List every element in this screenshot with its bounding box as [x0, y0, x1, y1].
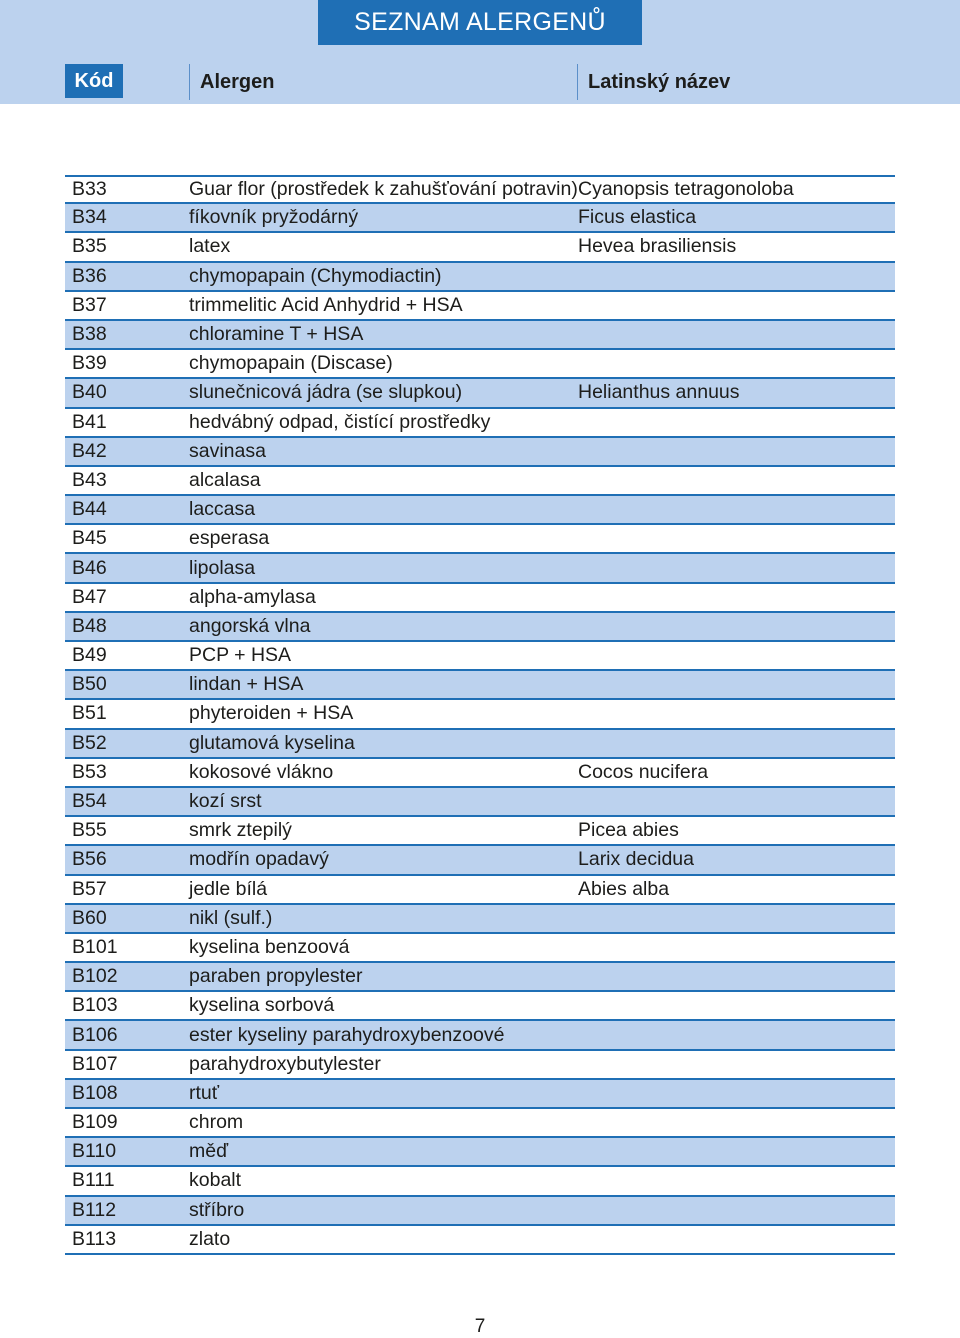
- cell-allergen: lindan + HSA: [189, 673, 304, 696]
- cell-allergen: ester kyseliny parahydroxybenzoové: [189, 1023, 505, 1046]
- cell-allergen: modřín opadavý: [189, 848, 329, 871]
- table-row: [65, 1080, 895, 1109]
- cell-code: B55: [72, 819, 107, 842]
- table-row: [65, 905, 895, 934]
- cell-latin: Abies alba: [578, 877, 670, 900]
- table-row: [65, 321, 895, 350]
- cell-latin: Helianthus annuus: [578, 381, 740, 404]
- column-header-latin: Latinský název: [577, 64, 730, 100]
- cell-allergen: chrom: [189, 1111, 244, 1134]
- cell-code: B53: [72, 760, 107, 783]
- cell-code: B40: [72, 381, 107, 404]
- cell-allergen: jedle bílá: [189, 877, 268, 900]
- cell-code: B51: [72, 702, 107, 725]
- table-row: [65, 175, 895, 204]
- cell-code: B52: [72, 731, 107, 754]
- cell-allergen: alcalasa: [189, 468, 261, 491]
- cell-code: B48: [72, 614, 107, 637]
- table-row: [65, 992, 895, 1021]
- cell-code: B39: [72, 352, 107, 375]
- table-row: [65, 846, 895, 875]
- cell-allergen: kyselina sorbová: [189, 994, 335, 1017]
- cell-latin: Ficus elastica: [578, 206, 697, 229]
- cell-allergen: kozí srst: [189, 790, 262, 813]
- table-row: [65, 671, 895, 700]
- table-row: [65, 379, 895, 408]
- table-row: [65, 233, 895, 262]
- cell-code: B111: [72, 1169, 115, 1192]
- table-row: [65, 1226, 895, 1255]
- cell-allergen: esperasa: [189, 527, 270, 550]
- cell-code: B42: [72, 439, 107, 462]
- cell-allergen: PCP + HSA: [189, 644, 292, 667]
- cell-allergen: zlato: [189, 1227, 231, 1250]
- cell-code: B46: [72, 556, 107, 579]
- cell-code: B50: [72, 673, 107, 696]
- table-row: [65, 204, 895, 233]
- cell-code: B57: [72, 877, 107, 900]
- cell-code: B109: [72, 1111, 118, 1134]
- cell-code: B112: [72, 1198, 117, 1221]
- cell-allergen: chymopapain (Chymodiactin): [189, 264, 442, 287]
- cell-code: B35: [72, 235, 107, 258]
- cell-code: B60: [72, 906, 107, 929]
- cell-allergen: glutamová kyselina: [189, 731, 355, 754]
- cell-latin: Cyanopsis tetragonoloba: [578, 178, 794, 201]
- table-row: [65, 438, 895, 467]
- cell-code: B45: [72, 527, 107, 550]
- cell-allergen: latex: [189, 235, 231, 258]
- table-row: [65, 963, 895, 992]
- cell-allergen: smrk ztepilý: [189, 819, 292, 842]
- table-row: [65, 700, 895, 729]
- cell-code: B36: [72, 264, 107, 287]
- cell-code: B47: [72, 585, 107, 608]
- page-number: 7: [474, 1316, 486, 1337]
- page-title: SEZNAM ALERGENŮ: [318, 0, 642, 45]
- cell-code: B56: [72, 848, 107, 871]
- table-row: [65, 292, 895, 321]
- cell-code: B103: [72, 994, 118, 1017]
- table-row: [65, 817, 895, 846]
- table-row: [65, 876, 895, 905]
- cell-code: B49: [72, 644, 107, 667]
- table-row: [65, 584, 895, 613]
- allergen-table: [65, 175, 895, 1255]
- cell-code: B43: [72, 468, 107, 491]
- cell-allergen: rtuť: [189, 1081, 220, 1104]
- header-band: [0, 0, 960, 104]
- cell-allergen: phyteroiden + HSA: [189, 702, 354, 725]
- cell-code: B108: [72, 1081, 118, 1104]
- cell-allergen: alpha-amylasa: [189, 585, 316, 608]
- cell-code: B107: [72, 1052, 118, 1075]
- table-row: [65, 1051, 895, 1080]
- cell-allergen: kokosové vlákno: [189, 760, 334, 783]
- cell-allergen: chymopapain (Discase): [189, 352, 393, 375]
- column-header-code: Kód: [65, 64, 123, 98]
- cell-allergen: savinasa: [189, 439, 266, 462]
- cell-code: B44: [72, 498, 107, 521]
- cell-code: B41: [72, 410, 107, 433]
- table-row: [65, 263, 895, 292]
- cell-latin: Larix decidua: [578, 848, 694, 871]
- cell-code: B106: [72, 1023, 118, 1046]
- table-row: [65, 554, 895, 583]
- table-row: [65, 1138, 895, 1167]
- cell-allergen: fíkovník pryžodárný: [189, 206, 359, 229]
- cell-code: B33: [72, 178, 107, 201]
- cell-allergen: laccasa: [189, 498, 256, 521]
- table-row: [65, 1197, 895, 1226]
- cell-latin: Picea abies: [578, 819, 679, 842]
- cell-allergen: hedvábný odpad, čistící prostředky: [189, 410, 491, 433]
- cell-allergen: lipolasa: [189, 556, 256, 579]
- table-row: [65, 759, 895, 788]
- table-row: [65, 1109, 895, 1138]
- cell-allergen: nikl (sulf.): [189, 906, 273, 929]
- cell-latin: Cocos nucifera: [578, 760, 709, 783]
- table-row: [65, 409, 895, 438]
- table-row: [65, 613, 895, 642]
- cell-allergen: trimmelitic Acid Anhydrid + HSA: [189, 293, 463, 316]
- cell-latin: Hevea brasiliensis: [578, 235, 737, 258]
- table-row: [65, 730, 895, 759]
- cell-code: B37: [72, 293, 107, 316]
- table-row: [65, 642, 895, 671]
- column-header-allergen: Alergen: [189, 64, 274, 100]
- table-row: [65, 525, 895, 554]
- table-row: [65, 934, 895, 963]
- cell-allergen: parahydroxybutylester: [189, 1052, 381, 1075]
- cell-allergen: slunečnicová jádra (se slupkou): [189, 381, 463, 404]
- cell-code: B54: [72, 790, 107, 813]
- table-row: [65, 788, 895, 817]
- cell-code: B113: [72, 1227, 117, 1250]
- cell-allergen: stříbro: [189, 1198, 245, 1221]
- cell-code: B34: [72, 206, 107, 229]
- cell-allergen: měď: [189, 1140, 229, 1163]
- table-row: [65, 467, 895, 496]
- cell-code: B110: [72, 1140, 117, 1163]
- cell-code: B102: [72, 965, 118, 988]
- cell-allergen: chloramine T + HSA: [189, 323, 364, 346]
- cell-allergen: angorská vlna: [189, 614, 311, 637]
- cell-allergen: kyselina benzoová: [189, 935, 350, 958]
- cell-allergen: paraben propylester: [189, 965, 363, 988]
- cell-allergen: Guar flor (prostředek k zahušťování potravin): [189, 178, 578, 201]
- table-row: [65, 1167, 895, 1196]
- table-row: [65, 496, 895, 525]
- cell-code: B101: [72, 935, 118, 958]
- cell-code: B38: [72, 323, 107, 346]
- cell-allergen: kobalt: [189, 1169, 242, 1192]
- table-row: [65, 350, 895, 379]
- table-row: [65, 1021, 895, 1050]
